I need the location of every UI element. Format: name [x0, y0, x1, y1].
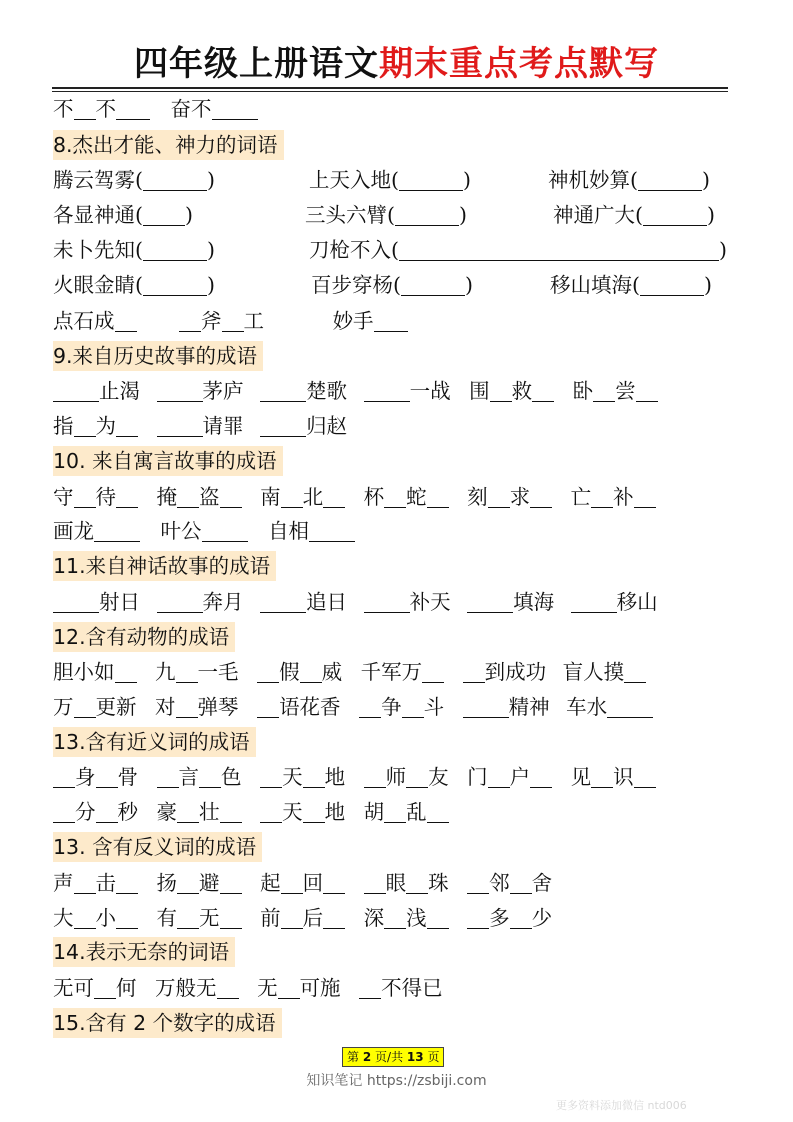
text-fragment: 茅庐: [202, 379, 244, 403]
text-fragment: 12.含有动物的成语: [53, 625, 230, 649]
watermark: 更多资料添加微信 ntd006: [556, 1099, 687, 1112]
sec14-row1: [53, 973, 443, 1003]
sec10-row1: [53, 482, 656, 512]
fill-blank: [74, 414, 96, 437]
blank: [74, 97, 96, 120]
text-fragment: 楚歌: [306, 379, 348, 403]
fill-blank: [94, 519, 140, 542]
text-fragment: 13. 含有反义词的成语: [53, 835, 257, 859]
fill-blank: [257, 695, 279, 718]
text-fragment: 万: [53, 695, 74, 719]
fill-blank: [260, 800, 282, 823]
fill-blank: [157, 765, 179, 788]
text-fragment: 移山: [616, 590, 658, 614]
fill-blank: [364, 590, 410, 613]
text-fragment: 假: [279, 660, 300, 684]
fill-blank: [636, 379, 658, 402]
section-header-13-antonyms: [53, 832, 262, 862]
text: 奋不: [170, 97, 212, 121]
text-fragment: 工: [243, 309, 265, 333]
fill-blank: [177, 871, 199, 894]
fill-blank: [96, 800, 118, 823]
sec13b-row1: [53, 868, 552, 898]
text-fragment: 上天入地(: [309, 168, 399, 192]
fill-blank: [220, 871, 242, 894]
fill-blank: [220, 485, 242, 508]
text-fragment: 8.杰出才能、神力的词语: [53, 133, 278, 157]
section-header-13-synonyms: [53, 727, 256, 757]
fill-blank: [260, 765, 282, 788]
text-fragment: [53, 200, 193, 230]
sec8-row4: [53, 270, 743, 300]
fill-blank: [143, 273, 207, 296]
fill-blank: [74, 485, 96, 508]
text-fragment: 弹琴: [197, 695, 239, 719]
text-fragment: 对: [155, 695, 176, 719]
section-header-11: [53, 551, 276, 581]
text-fragment: 13: [406, 1050, 424, 1064]
text-fragment: 卧: [572, 379, 594, 403]
sec11-row1: [53, 587, 658, 617]
fill-blank: [364, 871, 386, 894]
text-fragment: 追日: [306, 590, 348, 614]
text-fragment: 威: [321, 660, 343, 684]
text-fragment: [309, 165, 471, 195]
text-fragment: 11.来自神话故事的成语: [53, 554, 271, 578]
text-fragment: 言: [178, 765, 200, 789]
text-fragment: 户: [509, 765, 531, 789]
text-fragment: 待: [95, 485, 116, 509]
text-fragment: 移山填海(: [550, 273, 640, 297]
blank: [116, 97, 150, 120]
text-fragment: ): [702, 168, 710, 192]
text-fragment: 画龙: [53, 519, 94, 543]
fill-blank: [422, 660, 444, 683]
text-fragment: 骨: [117, 765, 138, 789]
fill-blank: [157, 414, 203, 437]
text-fragment: 眼: [385, 871, 407, 895]
fill-blank: [634, 485, 656, 508]
fill-blank: [463, 660, 485, 683]
text-fragment: 回: [302, 871, 324, 895]
fill-blank: [176, 660, 198, 683]
text-fragment: 天: [282, 800, 303, 824]
text-fragment: 补: [613, 485, 634, 509]
text-fragment: [311, 270, 473, 300]
sec9-row1: [53, 376, 658, 406]
text-fragment: 南: [260, 485, 281, 509]
text-fragment: 九: [155, 660, 176, 684]
fill-blank: [467, 590, 513, 613]
fill-blank: [591, 485, 613, 508]
fill-blank: [176, 695, 198, 718]
fill-blank: [222, 309, 244, 332]
text-fragment: 尝: [615, 379, 636, 403]
text-fragment: 奔月: [202, 590, 244, 614]
fill-blank: [530, 765, 552, 788]
text-fragment: 一战: [409, 379, 451, 403]
text-fragment: 围: [469, 379, 490, 403]
section-header-15: [53, 1008, 282, 1038]
text-fragment: 身: [75, 765, 96, 789]
text-fragment: 请罪: [202, 414, 244, 438]
text-fragment: 胆小如: [53, 660, 115, 684]
text-fragment: 盗: [199, 485, 220, 509]
fill-blank: [488, 765, 510, 788]
fill-blank: [399, 168, 463, 191]
text-fragment: 豪: [156, 800, 178, 824]
fill-blank: [309, 519, 355, 542]
text-fragment: [309, 235, 727, 265]
text-fragment: 斧: [201, 309, 222, 333]
fill-blank: [463, 695, 509, 718]
text-fragment: 掩: [156, 485, 178, 509]
section-header-9: [53, 341, 263, 371]
fill-blank: [384, 485, 406, 508]
fill-blank: [643, 203, 707, 226]
sec12-row1: [53, 657, 646, 687]
text-fragment: 多: [489, 906, 510, 930]
text-fragment: 友: [428, 765, 449, 789]
text-fragment: [53, 165, 215, 195]
section-header-10: [53, 446, 283, 476]
section-header-12: [53, 622, 235, 652]
fill-blank: [593, 379, 615, 402]
section-header-8: [53, 130, 284, 160]
fill-blank: [401, 273, 465, 296]
fill-blank: [116, 906, 138, 929]
fill-blank: [638, 168, 702, 191]
fill-blank: [115, 660, 137, 683]
fill-blank: [53, 379, 99, 402]
sec8-row3: [53, 235, 743, 265]
text-fragment: 浅: [406, 906, 427, 930]
fill-blank: [143, 238, 207, 261]
fill-blank: [364, 379, 410, 402]
fill-blank: [115, 309, 137, 332]
fill-blank: [640, 273, 704, 296]
text: 不: [95, 97, 116, 121]
fill-blank: [257, 660, 279, 683]
text-fragment: 10. 来自寓言故事的成语: [53, 449, 277, 473]
text-fragment: 救: [511, 379, 533, 403]
fill-blank: [303, 800, 325, 823]
text-fragment: ): [704, 273, 712, 297]
text-fragment: 舍: [531, 871, 553, 895]
fill-blank: [177, 906, 199, 929]
fill-blank: [510, 871, 532, 894]
text-fragment: [553, 200, 715, 230]
text-fragment: 声: [53, 871, 74, 895]
text-fragment: 补天: [409, 590, 451, 614]
text-fragment: 页: [427, 1050, 440, 1064]
fill-blank: [406, 765, 428, 788]
fill-blank: [323, 871, 345, 894]
footer-url: 知识笔记 https://zsbiji.com: [306, 1073, 487, 1089]
fill-blank: [53, 765, 75, 788]
text-fragment: 盲人摸: [562, 660, 625, 684]
text-fragment: 扬: [156, 871, 178, 895]
fill-blank: [281, 871, 303, 894]
fill-blank: [359, 976, 381, 999]
sec8-row1: [53, 165, 743, 195]
text-fragment: 地: [324, 765, 346, 789]
fill-blank: [74, 871, 96, 894]
title-underline: [52, 87, 728, 92]
text-fragment: 见: [570, 765, 592, 789]
text-fragment: [548, 165, 710, 195]
fill-blank: [220, 906, 242, 929]
page-title: [0, 40, 793, 88]
fill-blank: [53, 800, 75, 823]
fill-blank: [467, 906, 489, 929]
text-fragment: 射日: [99, 590, 140, 614]
fill-blank: [94, 976, 116, 999]
fill-blank: [260, 590, 306, 613]
text-fragment: 9.来自历史故事的成语: [53, 344, 258, 368]
text-fragment: 神机妙算(: [548, 168, 638, 192]
continued-line: [53, 94, 258, 124]
text-fragment: 不得已: [381, 976, 443, 1000]
text-fragment: 后: [302, 906, 324, 930]
fill-blank: [53, 590, 99, 613]
text-fragment: 争: [381, 695, 402, 719]
fill-blank: [395, 203, 459, 226]
text-fragment: 填海: [513, 590, 555, 614]
text-fragment: 地: [324, 800, 346, 824]
fill-blank: [96, 765, 118, 788]
text-fragment: 乱: [406, 800, 427, 824]
text-fragment: 15.含有 2 个数字的成语: [53, 1011, 276, 1035]
text-fragment: 为: [95, 414, 116, 438]
text-fragment: 13.含有近义词的成语: [53, 730, 250, 754]
text-fragment: 火眼金睛(: [53, 273, 143, 297]
fill-blank: [384, 906, 406, 929]
fill-blank: [74, 695, 96, 718]
text-fragment: [53, 235, 215, 265]
text-fragment: ): [207, 238, 215, 262]
fill-blank: [202, 519, 248, 542]
text-fragment: 有: [156, 906, 178, 930]
text-fragment: 无可: [53, 976, 94, 1000]
fill-blank: [281, 485, 303, 508]
text-fragment: 刀枪不入(: [309, 238, 399, 262]
text-fragment: 无: [199, 906, 220, 930]
text-fragment: ): [207, 168, 215, 192]
text-fragment: 色: [221, 765, 242, 789]
fill-blank: [607, 695, 653, 718]
text-fragment: 到成功: [484, 660, 547, 684]
text-fragment: 14.表示无奈的词语: [53, 940, 230, 964]
text-fragment: 未卜先知(: [53, 238, 143, 262]
fill-blank: [220, 800, 242, 823]
text-fragment: 三头六臂(: [305, 203, 395, 227]
text-fragment: 腾云驾雾(: [53, 168, 143, 192]
text-fragment: 一毛: [197, 660, 239, 684]
text-fragment: ): [707, 203, 715, 227]
fill-blank: [278, 976, 300, 999]
text-fragment: 大: [53, 906, 74, 930]
fill-blank: [74, 906, 96, 929]
fill-blank: [323, 906, 345, 929]
text-fragment: 击: [95, 871, 116, 895]
fill-blank: [427, 800, 449, 823]
text-fragment: 点石成: [53, 309, 115, 333]
section-header-14: [53, 937, 235, 967]
fill-blank: [634, 765, 656, 788]
text-fragment: 止渴: [99, 379, 140, 403]
fill-blank: [157, 590, 203, 613]
text-fragment: 深: [363, 906, 385, 930]
fill-blank: [402, 695, 424, 718]
text-fragment: 杯: [363, 485, 385, 509]
text-fragment: 天: [282, 765, 303, 789]
text-fragment: 页/共: [375, 1050, 404, 1064]
text-fragment: 斗: [423, 695, 445, 719]
fill-blank: [374, 309, 408, 332]
text-fragment: 百步穿杨(: [311, 273, 401, 297]
fill-blank: [116, 414, 138, 437]
text-fragment: 刻: [467, 485, 488, 509]
text-fragment: 语花香: [279, 695, 341, 719]
fill-blank: [143, 168, 207, 191]
fill-blank: [217, 976, 239, 999]
fill-blank: [300, 660, 322, 683]
text-fragment: 更新: [95, 695, 137, 719]
fill-blank: [406, 871, 428, 894]
fill-blank: [488, 485, 510, 508]
text-fragment: 千军万: [360, 660, 423, 684]
text-fragment: 各显神通(: [53, 203, 143, 227]
text-fragment: [53, 270, 215, 300]
fill-blank: [624, 660, 646, 683]
text-fragment: 避: [199, 871, 220, 895]
fill-blank: [399, 238, 719, 261]
text-fragment: ): [459, 203, 467, 227]
page-number-badge: [342, 1047, 444, 1067]
fill-blank: [177, 800, 199, 823]
fill-blank: [490, 379, 512, 402]
text-fragment: 精神: [508, 695, 550, 719]
text-fragment: 门: [467, 765, 488, 789]
fill-blank: [281, 906, 303, 929]
text-fragment: 自相: [268, 519, 310, 543]
fill-blank: [467, 871, 489, 894]
text-fragment: 指: [53, 414, 74, 438]
text-fragment: 分: [75, 800, 96, 824]
fill-blank: [571, 590, 617, 613]
fill-blank: [199, 765, 221, 788]
fill-blank: [260, 414, 306, 437]
fill-blank: [260, 379, 306, 402]
fill-blank: [384, 800, 406, 823]
text-fragment: ): [185, 203, 193, 227]
text-fragment: [305, 200, 467, 230]
text-fragment: 前: [260, 906, 281, 930]
fill-blank: [116, 871, 138, 894]
text-fragment: 守: [53, 485, 74, 509]
text-fragment: 胡: [363, 800, 385, 824]
fill-blank: [303, 765, 325, 788]
fill-blank: [427, 906, 449, 929]
text-fragment: 师: [385, 765, 407, 789]
text-fragment: 万般无: [155, 976, 217, 1000]
sec10-row2: [53, 516, 355, 546]
text: 不: [53, 97, 74, 121]
fill-blank: [157, 379, 203, 402]
text-fragment: 归赵: [306, 414, 348, 438]
text-fragment: ): [465, 273, 473, 297]
text-fragment: 2: [362, 1050, 372, 1064]
text-fragment: 无: [257, 976, 278, 1000]
sec9-row2: [53, 411, 347, 441]
text-fragment: 第: [347, 1050, 360, 1064]
text-fragment: 求: [509, 485, 531, 509]
sec8-row5: [53, 306, 408, 336]
text-fragment: 蛇: [406, 485, 427, 509]
text-fragment: 何: [116, 976, 137, 1000]
text-fragment: 北: [302, 485, 324, 509]
text-fragment: 壮: [199, 800, 220, 824]
text-fragment: 邻: [489, 871, 510, 895]
fill-blank: [116, 485, 138, 508]
fill-blank: [177, 485, 199, 508]
sec13b-row2: [53, 903, 552, 933]
fill-blank: [179, 309, 201, 332]
text-fragment: ): [719, 238, 727, 262]
text-fragment: 起: [260, 871, 281, 895]
fill-blank: [532, 379, 554, 402]
text-fragment: ): [207, 273, 215, 297]
fill-blank: [530, 485, 552, 508]
fill-blank: [359, 695, 381, 718]
text-fragment: 车水: [566, 695, 608, 719]
text-fragment: 妙手: [332, 309, 374, 333]
title-red-part: 期末重点考点默写: [379, 44, 659, 84]
sec8-row2: [53, 200, 743, 230]
blank: [212, 97, 258, 120]
fill-blank: [143, 203, 185, 226]
fill-blank: [323, 485, 345, 508]
text-fragment: 珠: [428, 871, 449, 895]
text-fragment: ): [463, 168, 471, 192]
text-fragment: 秒: [117, 800, 138, 824]
text-fragment: 亡: [570, 485, 592, 509]
title-black-part: 四年级上册语文: [134, 44, 379, 84]
text-fragment: 小: [95, 906, 116, 930]
text-fragment: 识: [613, 765, 634, 789]
fill-blank: [510, 906, 532, 929]
fill-blank: [591, 765, 613, 788]
text-fragment: 少: [531, 906, 553, 930]
text-fragment: 神通广大(: [553, 203, 643, 227]
text-fragment: 可施: [299, 976, 341, 1000]
fill-blank: [364, 765, 386, 788]
fill-blank: [427, 485, 449, 508]
sec13a-row1: [53, 762, 656, 792]
text-fragment: [550, 270, 712, 300]
sec13a-row2: [53, 797, 449, 827]
text-fragment: 叶公: [160, 519, 202, 543]
sec12-row2: [53, 692, 653, 722]
